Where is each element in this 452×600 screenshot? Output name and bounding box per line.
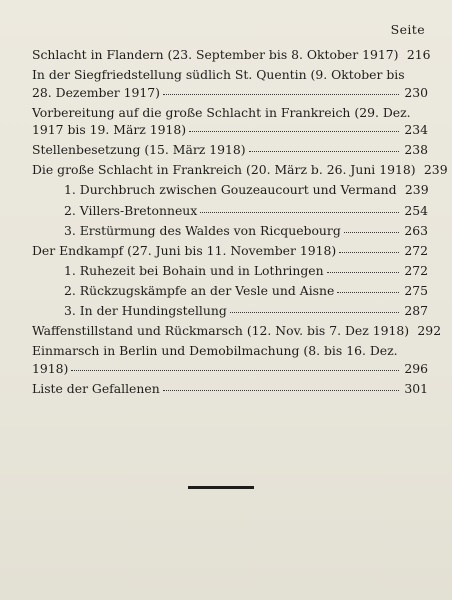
toc-entry [32,66,428,101]
toc-line [32,84,428,102]
dot-leader [71,360,399,371]
toc-entry [32,202,428,220]
toc-entry-title: 28. Dezember 1917) [32,84,161,100]
toc-entry [32,141,428,159]
dot-leader [337,282,399,293]
toc-entry-title: Stellenbesetzung (15. März 1918) [32,142,246,158]
toc-entry-title: 3. Erstürmung des Waldes von Ricquebourg [64,222,341,238]
toc-line [64,181,428,199]
toc-page-number: 254 [404,202,428,218]
toc-page-number: 239 [404,182,429,198]
toc-entry-title: 1. Ruhezeit bei Bohain und in Lothringen [64,262,324,278]
toc-line [32,360,428,378]
toc-page-number: 239 [423,162,448,178]
dot-leader [189,121,399,132]
dot-leader [200,202,399,213]
toc-entry-title: 3. In der Hundingstellung [64,303,227,319]
dot-leader [230,302,399,313]
toc-entry-title: Liste der Gefallenen [32,380,160,396]
toc-line [32,342,428,360]
toc-entry [32,46,431,64]
toc-page-number: 275 [404,282,428,298]
toc-entry-title: Vorbereitung auf die große Schlacht in Frankreich (29. Dez. [32,104,411,120]
toc-entry-title: In der Siegfriedstellung südlich St. Quentin (9. Oktober bis [32,67,405,83]
toc-entry [32,342,428,377]
toc-page-number: 234 [404,122,428,138]
toc-page-number: 287 [404,303,428,319]
toc-entry [32,302,428,320]
toc-page-number: 292 [417,323,442,339]
toc-entry [32,282,428,300]
toc-page-number: 263 [404,222,428,238]
toc-entry-title: Der Endkampf (27. Juni bis 11. November 1918) [32,242,337,258]
toc-line [32,242,428,260]
dot-leader [344,222,399,233]
toc-entry [32,161,448,179]
dot-leader [163,380,399,391]
table-of-contents [32,46,448,400]
toc-line [32,46,431,64]
toc-line [32,121,428,139]
dot-leader [249,141,399,152]
toc-line [32,380,428,398]
toc-line [32,161,448,179]
toc-entry [32,104,428,139]
toc-line [32,104,428,122]
toc-page-number: 272 [404,242,428,258]
toc-entry-title: 2. Villers-Bretonneux [64,202,198,218]
toc-page-number: 296 [404,360,428,376]
toc-line [64,202,428,220]
toc-entry-title: Die große Schlacht in Frankreich (20. März b. 26. Juni 1918) [32,162,416,178]
toc-entry [32,380,428,398]
toc-line [64,262,428,280]
dot-leader [339,242,399,253]
toc-line [64,222,428,240]
toc-entry-title: 2. Rückzugskämpfe an der Vesle und Aisne [64,282,335,298]
toc-entry [32,322,442,340]
toc-entry-title: 1. Durchbruch zwischen Gouzeaucourt und Vermand [64,182,397,198]
toc-page-number: 272 [404,262,428,278]
toc-line [32,66,428,84]
toc-line [64,282,428,300]
toc-entry [32,222,428,240]
toc-entry-title: 1918) [32,360,69,376]
seite-heading: Seite [390,22,425,37]
decorative-rule [188,486,254,489]
toc-entry [32,181,428,199]
toc-page-number: 230 [404,84,428,100]
toc-entry-title: Waffenstillstand und Rückmarsch (12. Nov. bis 7. Dez 1918) [32,323,410,339]
toc-page-number: 301 [404,380,428,396]
toc-entry [32,242,428,260]
toc-line [32,322,442,340]
toc-page-number: 238 [404,142,428,158]
toc-entry-title: Einmarsch in Berlin und Demobilmachung (8. bis 16. Dez. [32,343,398,359]
toc-entry [32,262,428,280]
toc-line [32,141,428,159]
toc-entry-title: Schlacht in Flandern (23. September bis 8. Oktober 1917) [32,47,399,62]
toc-entry-title: 1917 bis 19. März 1918) [32,122,187,138]
toc-line [64,302,428,320]
dot-leader [327,262,399,273]
toc-page-number: 216 [406,47,431,62]
dot-leader [163,84,399,95]
